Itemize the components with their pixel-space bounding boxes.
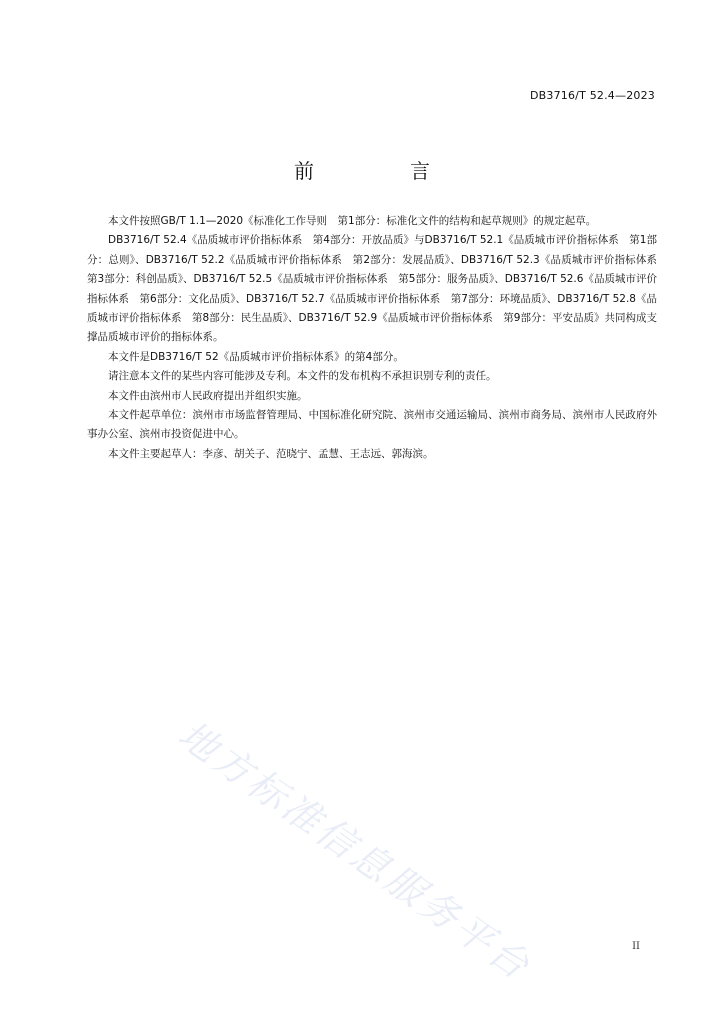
paragraph-drafters: 本文件主要起草人：李彦、胡关子、范晓宁、孟慧、王志远、郭海滨。 <box>108 447 434 460</box>
paragraph-proposer: 本文件由滨州市人民政府提出并组织实施。 <box>108 389 308 402</box>
paragraph-patent-notice: 请注意本文件的某些内容可能涉及专利。本文件的发布机构不承担识别专利的责任。 <box>108 370 497 383</box>
paragraph-series-structure: DB3716/T 52.4《品质城市评价指标体系 第4部分：开放品质》与DB3716/T 52.1《品质城市评价指标体系 第1部分：总则》、DB3716/T 52.2《品质城市评价指标体系 第2部分：发展品质》、DB3716/T 52.3《品质城市评价指标体系 第3部分：科创品质》、DB3716/T 52.5《品质城市评价指标体系 第5部分：服务品质》、DB3716/T 52.6《品质城市评价指标体系 第6部分：文化品质》、DB3716/T 52.7《品质城市评价指标体系 第7部分：环境品质》、DB3716/T 52.8《品质城市评价指标体系 第8部分：民生品质》、DB3716/T 52.9《品质城市评价指标体系 第9部分：平安品质》共同构成支撑品质城市评价的指标体系。 <box>87 234 668 344</box>
paragraph-drafting-units: 本文件起草单位：滨州市市场监督管理局、中国标准化研究院、滨州市交通运输局、滨州市商务局、滨州市人民政府外事办公室、滨州市投资促进中心。 <box>87 409 657 441</box>
page-title: 前 言 <box>294 159 468 183</box>
foreword-body <box>87 212 668 464</box>
paragraph-drafting-rules: 本文件按照GB/T 1.1—2020《标准化工作导则 第1部分：标准化文件的结构和起草规则》的规定起草。 <box>108 215 597 227</box>
page-number: II <box>632 941 640 952</box>
standard-code: DB3716/T 52.4—2023 <box>529 89 655 102</box>
watermark: 地方标准信息服务平台 <box>170 712 540 990</box>
paragraph-part-number: 本文件是DB3716/T 52《品质城市评价指标体系》的第4部分。 <box>108 350 404 363</box>
